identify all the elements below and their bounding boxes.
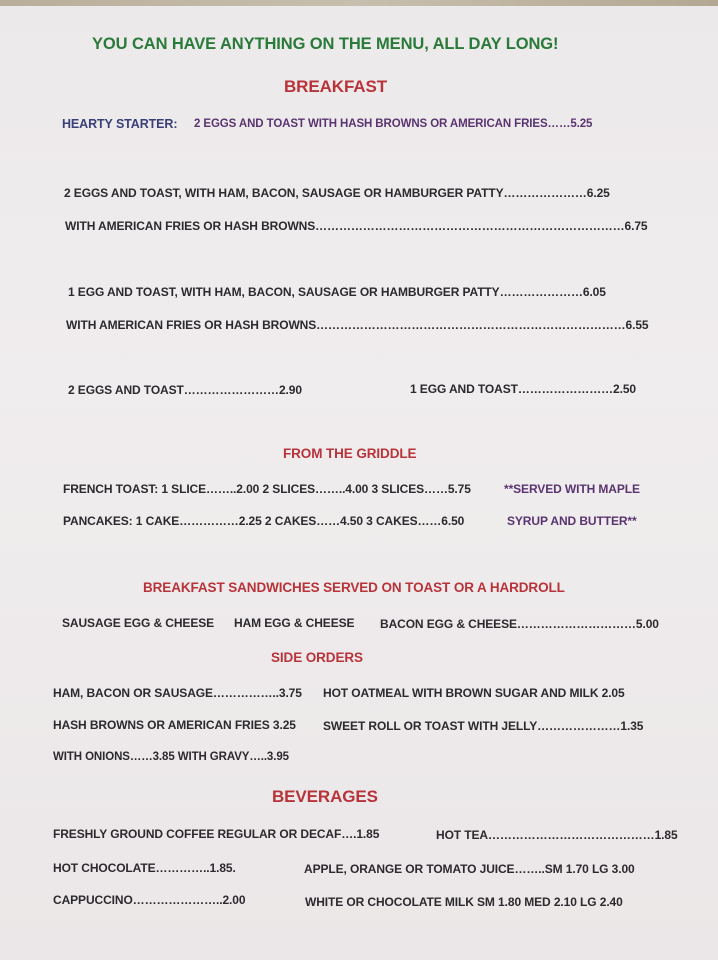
hot-chocolate-item: HOT CHOCOLATE…………..1.85. (53, 861, 236, 875)
one-egg-meat-item: 1 EGG AND TOAST, WITH HAM, BACON, SAUSAGE OR HAMBURGER PATTY…………………6.05 (68, 285, 606, 299)
table-edge (0, 0, 718, 6)
one-egg-toast-item: 1 EGG AND TOAST……………………2.50 (410, 382, 637, 396)
two-eggs-fries-item: WITH AMERICAN FRIES OR HASH BROWNS……………………………………………………………………6.75 (65, 219, 648, 233)
hash-browns-item: HASH BROWNS OR AMERICAN FRIES 3.25 (53, 718, 296, 732)
hearty-starter-label: HEARTY STARTER: (62, 117, 178, 131)
beverages-heading: BEVERAGES (272, 787, 378, 806)
one-egg-fries-item: WITH AMERICAN FRIES OR HASH BROWNS……………………………………………………………………6.55 (66, 318, 649, 332)
two-eggs-meat-item: 2 EGGS AND TOAST, WITH HAM, BACON, SAUSAGE OR HAMBURGER PATTY…………………6.25 (64, 186, 610, 200)
hot-tea-item: HOT TEA……………………………………1.85 (436, 828, 678, 842)
sausage-sandwich-item: SAUSAGE EGG & CHEESE (62, 616, 215, 630)
sweet-roll-item: SWEET ROLL OR TOAST WITH JELLY…………………1.35 (323, 719, 644, 733)
ham-sandwich-item: HAM EGG & CHEESE (234, 616, 355, 630)
side-orders-heading: SIDE ORDERS (271, 650, 363, 665)
pancakes-item: PANCAKES: 1 CAKE……………2.25 2 CAKES……4.50 3 CAKES……6.50 (63, 514, 465, 528)
breakfast-heading: BREAKFAST (284, 77, 387, 96)
coffee-item: FRESHLY GROUND COFFEE REGULAR OR DECAF….1.85 (53, 827, 380, 841)
onions-gravy-item: WITH ONIONS……3.85 WITH GRAVY…..3.95 (53, 751, 289, 763)
two-eggs-toast-item: 2 EGGS AND TOAST……………………2.90 (68, 383, 302, 397)
griddle-note-line1: **SERVED WITH MAPLE (504, 482, 640, 496)
french-toast-item: FRENCH TOAST: 1 SLICE……..2.00 2 SLICES……..4.00 3 SLICES……5.75 (63, 482, 471, 496)
oatmeal-item: HOT OATMEAL WITH BROWN SUGAR AND MILK 2.05 (323, 686, 625, 700)
griddle-heading: FROM THE GRIDDLE (283, 446, 417, 461)
side-meat-item: HAM, BACON OR SAUSAGE……………..3.75 (53, 686, 302, 700)
griddle-note-line2: SYRUP AND BUTTER** (507, 514, 637, 528)
juice-item: APPLE, ORANGE OR TOMATO JUICE……..SM 1.70 LG 3.00 (304, 862, 635, 876)
milk-item: WHITE OR CHOCOLATE MILK SM 1.80 MED 2.10 LG 2.40 (305, 895, 623, 909)
bacon-sandwich-item: BACON EGG & CHEESE…………………………5.00 (380, 617, 659, 631)
menu-banner: YOU CAN HAVE ANYTHING ON THE MENU, ALL DAY LONG! (92, 35, 559, 53)
hearty-starter-text: 2 EGGS AND TOAST WITH HASH BROWNS OR AMERICAN FRIES……5.25 (194, 118, 593, 130)
sandwiches-heading: BREAKFAST SANDWICHES SERVED ON TOAST OR A HARDROLL (143, 580, 565, 595)
cappuccino-item: CAPPUCCINO…………………..2.00 (53, 893, 246, 907)
